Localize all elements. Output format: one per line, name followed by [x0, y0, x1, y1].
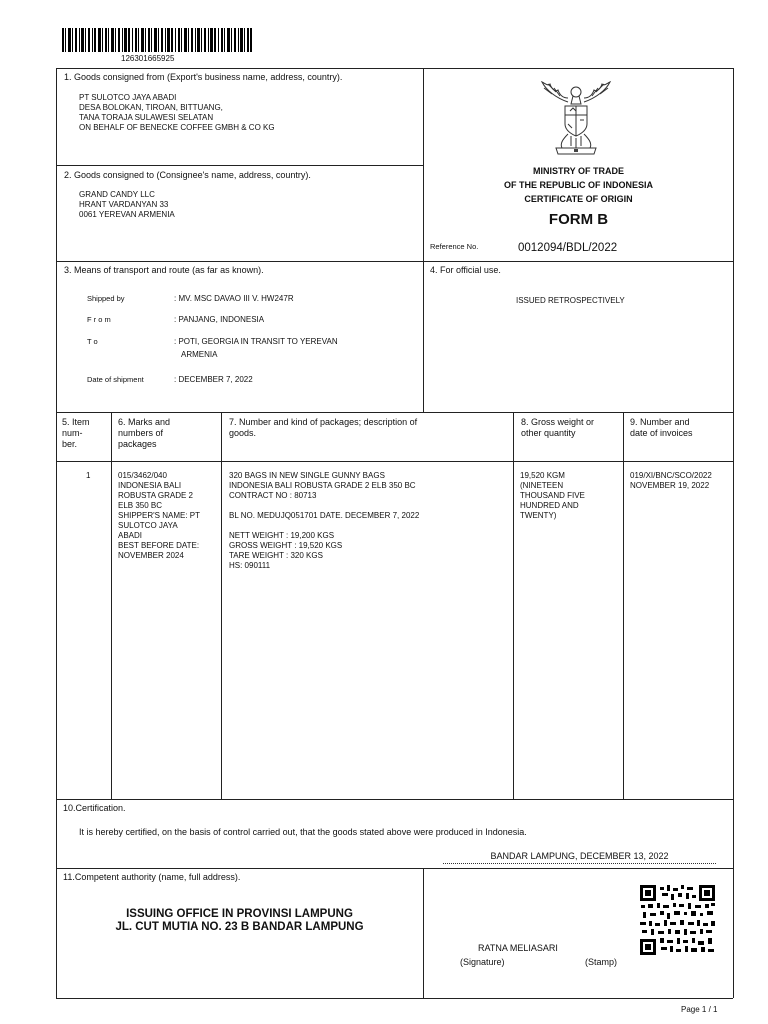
consignee-address-2: 0061 YEREVAN ARMENIA — [79, 210, 175, 219]
cell-marks: 015/3462/040 INDONESIA BALI ROBUSTA GRADE 2 ELB 350 BC SHIPPER'S NAME: PT SULOTCO JAYA ABADI BEST BEFORE DATE: NOVEMBER 2024 — [118, 471, 200, 560]
garuda-emblem-icon — [538, 78, 614, 156]
barcode-number: 126301665925 — [121, 54, 175, 63]
qr-code-icon — [640, 885, 715, 955]
cell-description: 320 BAGS IN NEW SINGLE GUNNY BAGS INDONESIA BALI ROBUSTA GRADE 2 ELB 350 BC CONTRACT NO : 80713 BL NO. MEDUJQ051701 DATE. DECEMBER 7, 2022 NETT WEIGHT : 19,200 KGS GROSS WEIGHT : 19,520 KGS TARE WEIGHT : 320 KGS HS: 090111 — [229, 471, 420, 570]
official-use-value: ISSUED RETROSPECTIVELY — [516, 296, 625, 305]
ministry-title: MINISTRY OF TRADE — [532, 166, 624, 176]
consignee-name: GRAND CANDY LLC — [79, 190, 155, 199]
barcode — [62, 28, 252, 52]
header-item-number: 5. Item num- ber. — [62, 417, 90, 449]
competent-authority-label: 11.Competent authority (name, full address). — [63, 872, 241, 882]
stamp-label: (Stamp) — [585, 957, 618, 967]
box3-label: 3. Means of transport and route (as far as known). — [64, 265, 264, 275]
signature-label: (Signature) — [460, 957, 505, 967]
box2-label: 2. Goods consigned to (Consignee's name, address, country). — [64, 170, 311, 180]
reference-label: Reference No. — [430, 242, 479, 251]
republic-title: OF THE REPUBLIC OF INDONESIA — [503, 180, 653, 190]
reference-number: 0012094/BDL/2022 — [518, 242, 618, 254]
barcode-graphic — [62, 28, 252, 52]
certificate-title: CERTIFICATE OF ORIGIN — [524, 194, 633, 204]
page-number: Page 1 / 1 — [681, 1005, 718, 1014]
consignor-name: PT SULOTCO JAYA ABADI — [79, 93, 177, 102]
header-invoice: 9. Number and date of invoices — [630, 417, 693, 438]
cell-invoice: 019/XI/BNC/SCO/2022 NOVEMBER 19, 2022 — [630, 471, 712, 490]
cell-gross-weight: 19,520 KGM (NINETEEN THOUSAND FIVE HUNDRED AND TWENTY) — [520, 471, 585, 520]
place-and-date: BANDAR LAMPUNG, DECEMBER 13, 2022 — [443, 851, 716, 864]
header-marks: 6. Marks and numbers of packages — [118, 417, 171, 449]
consignee-address-1: HRANT VARDANYAN 33 — [79, 200, 169, 209]
issuing-office-line2: JL. CUT MUTIA NO. 23 B BANDAR LAMPUNG — [115, 921, 364, 933]
consignor-address-1: DESA BOLOKAN, TIROAN, BITTUANG, — [79, 103, 223, 112]
consignor-behalf: ON BEHALF OF BENECKE COFFEE GMBH & CO KG — [79, 123, 275, 132]
consignor-address-2: TANA TORAJA SULAWESI SELATAN — [79, 113, 214, 122]
form-title: FORM B — [548, 211, 609, 228]
from-label: F r o m — [87, 315, 111, 324]
to-value-1: : POTI, GEORGIA IN TRANSIT TO YEREVAN — [174, 337, 338, 346]
header-gross-weight: 8. Gross weight or other quantity — [521, 417, 595, 438]
header-description: 7. Number and kind of packages; description of goods. — [229, 417, 418, 438]
to-value-2: ARMENIA — [181, 350, 218, 359]
shipped-by-label: Shipped by — [87, 294, 125, 303]
certification-text: It is hereby certified, on the basis of control carried out, that the goods stated above were produced in Indonesia. — [79, 827, 527, 837]
box1-label: 1. Goods consigned from (Export's business name, address, country). — [64, 72, 343, 82]
issuing-office-line1: ISSUING OFFICE IN PROVINSI LAMPUNG — [126, 908, 353, 920]
from-value: : PANJANG, INDONESIA — [174, 315, 265, 324]
signer-name: RATNA MELIASARI — [478, 943, 558, 953]
box4-label: 4. For official use. — [430, 265, 501, 275]
certification-label: 10.Certification. — [63, 803, 126, 813]
to-label: T o — [87, 337, 98, 346]
shipment-date-label: Date of shipment — [87, 375, 144, 384]
shipped-by-value: : MV. MSC DAVAO III V. HW247R — [174, 294, 294, 303]
cell-item-number: 1 — [86, 471, 91, 480]
shipment-date-value: : DECEMBER 7, 2022 — [174, 375, 253, 384]
